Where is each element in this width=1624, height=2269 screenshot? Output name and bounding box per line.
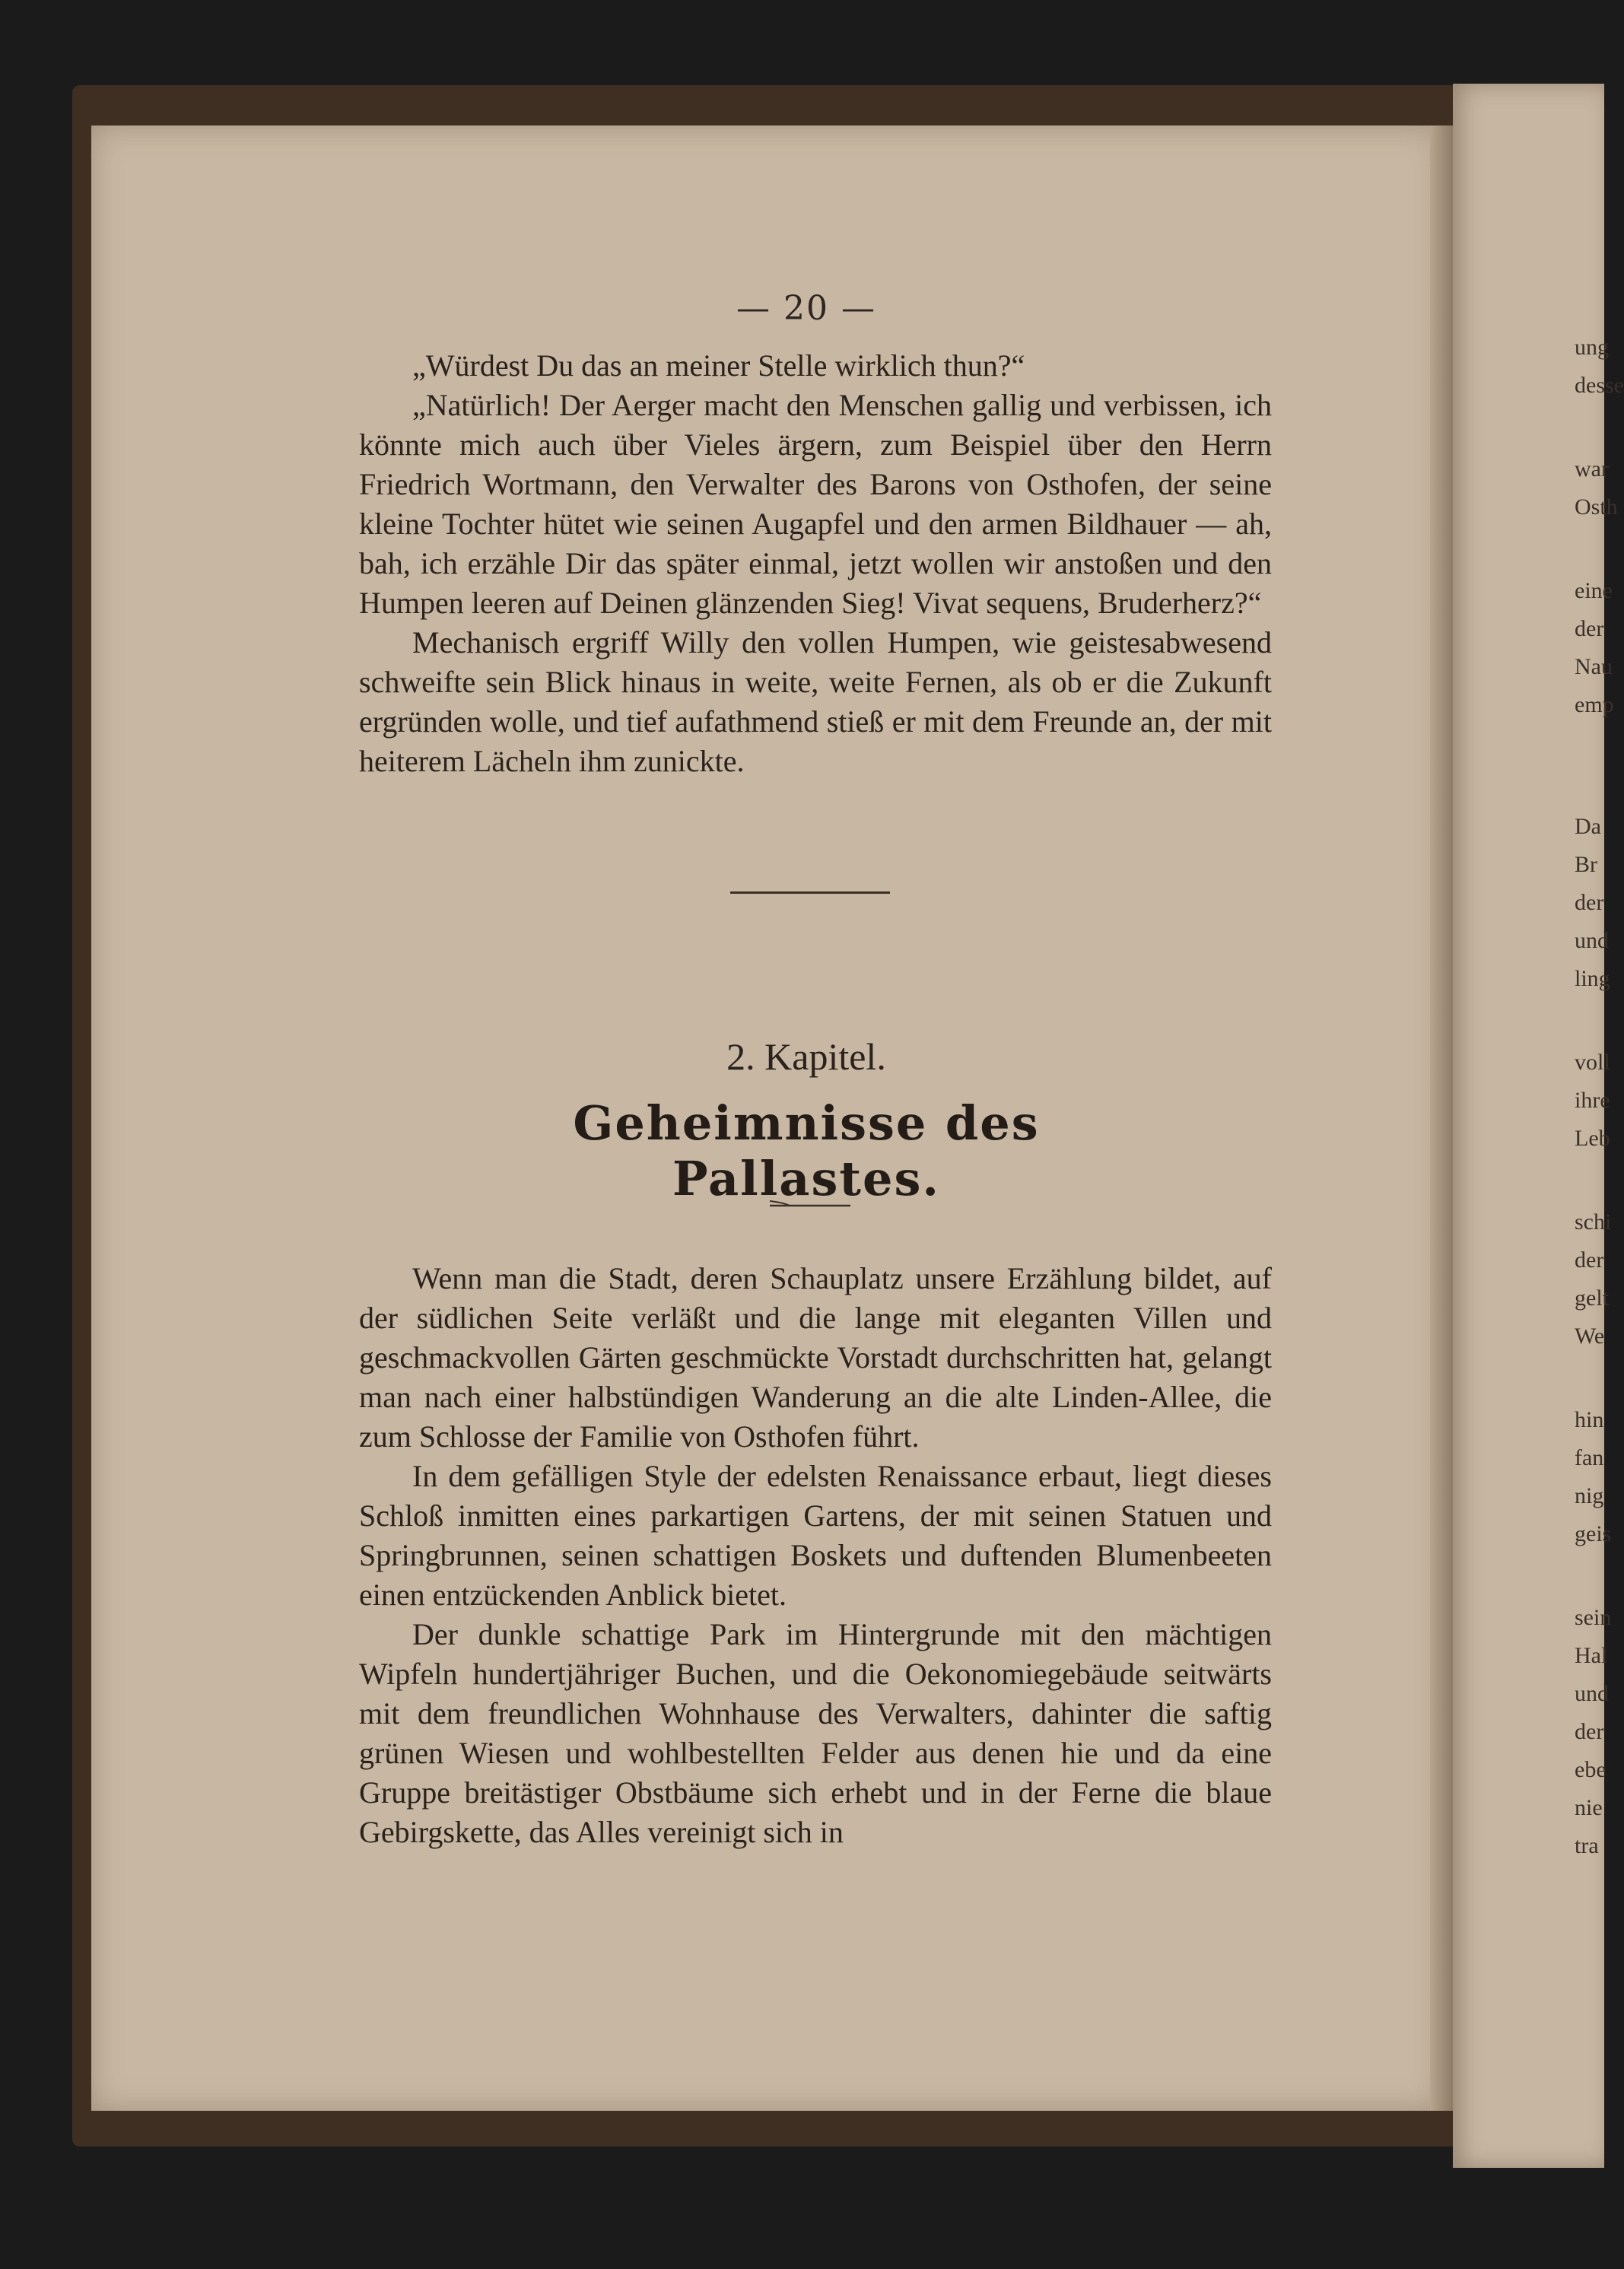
facing-page — [1453, 84, 1624, 2168]
section-divider — [730, 891, 890, 894]
facing-fragment: Da — [1575, 814, 1601, 839]
chapter-number: 2. Kapitel. — [726, 1035, 886, 1078]
paragraph: Wenn man die Stadt, deren Schauplatz unsere Erzählung bildet, auf der südlichen Seite verläßt und die lange mit eleganten Villen und geschmackvollen Gärten geschmückte Vorstadt durchschritten hat, gelangt man nach einer halbstündigen Wanderung an die alte Linden-Allee, die zum Schlosse der Familie von Osthofen führt. — [359, 1261, 1272, 1454]
facing-fragment: ung — [1575, 335, 1609, 360]
facing-fragment: war — [1575, 456, 1609, 481]
facing-fragment: der — [1575, 1719, 1604, 1744]
text-block-top — [359, 346, 1272, 781]
page-edge — [1430, 126, 1453, 2111]
chapter-title: Geheimnisse des Pallastes. — [573, 1095, 1040, 1206]
facing-fragment: voll — [1575, 1050, 1610, 1075]
facing-fragment: Nau — [1575, 654, 1613, 679]
facing-fragment: ihre — [1575, 1088, 1610, 1113]
paragraph: „Würdest Du das an meiner Stelle wirklich thun?“ — [412, 348, 1025, 383]
facing-fragment: eine — [1575, 578, 1613, 603]
facing-fragment: der — [1575, 616, 1604, 641]
facing-fragment: ebe — [1575, 1757, 1607, 1782]
ornament-divider — [768, 1198, 852, 1213]
facing-fragment: ling — [1575, 966, 1610, 991]
text-block-bottom — [359, 1259, 1272, 1852]
paragraph: Mechanisch ergriff Willy den vollen Humpen, wie geistesabwesend schweifte sein Blick hinaus in weite, weite Fernen, als ob er die Zukunft ergründen wolle, und tief aufathmend stieß er mit dem Freunde an, der mit heiterem Lächeln ihm zunickte. — [359, 625, 1272, 778]
facing-fragment: Hal — [1575, 1643, 1608, 1668]
facing-fragment: tra — [1575, 1833, 1599, 1858]
facing-fragment: Leb — [1575, 1126, 1610, 1151]
paragraph: In dem gefälligen Style der edelsten Renaissance erbaut, liegt dieses Schloß inmitten eines parkartigen Gartens, der mit seinen Statuen und Springbrunnen, seinen schattigen Boskets und duftenden Blumenbeeten einen entzückenden Anblick bietet. — [359, 1459, 1272, 1612]
facing-fragment: hin — [1575, 1407, 1604, 1432]
facing-fragment: der — [1575, 1247, 1604, 1273]
facing-fragment: fan — [1575, 1445, 1604, 1470]
facing-fragment: We — [1575, 1324, 1605, 1349]
facing-fragment: gelt — [1575, 1285, 1609, 1311]
facing-fragment: emp — [1575, 692, 1614, 717]
facing-fragment: Br — [1575, 852, 1597, 877]
paragraph: „Natürlich! Der Aerger macht den Menschen gallig und verbissen, ich könnte mich auch über Vieles ärgern, zum Beispiel über den Herrn Friedrich Wortmann, den Verwalter des Barons von Osthofen, der seine kleine Tochter hütet wie seinen Augapfel und den armen Bildhauer — ah, bah, ich erzähle Dir das später einmal, jetzt wollen wir anstoßen und den Humpen leeren auf Deinen glänzenden Sieg! Vivat sequens, Bruderherz?“ — [359, 388, 1272, 620]
facing-fragment: schi — [1575, 1209, 1612, 1235]
facing-fragment: Osth — [1575, 494, 1618, 520]
facing-fragment: nig — [1575, 1483, 1604, 1508]
facing-fragment: sein — [1575, 1605, 1612, 1630]
facing-fragment: geis — [1575, 1521, 1612, 1546]
facing-fragment: der — [1575, 890, 1604, 915]
facing-fragment: und — [1575, 1681, 1609, 1706]
facing-fragment: nie — [1575, 1795, 1603, 1820]
facing-fragment: desse — [1575, 373, 1624, 398]
page-number: — 20 — — [736, 289, 876, 328]
facing-fragment: und — [1575, 928, 1609, 953]
paragraph: Der dunkle schattige Park im Hintergrunde mit den mächtigen Wipfeln hundertjähriger Buchen, und die Oekonomiegebäude seitwärts mit dem freundlichen Wohnhause des Verwalters, dahinter die saftig grünen Wiesen und wohlbestellten Felder aus denen hie und da eine Gruppe breitästiger Obstbäume sich erhebt und in der Ferne die blaue Gebirgskette, das Alles vereinigt sich in — [359, 1617, 1272, 1849]
